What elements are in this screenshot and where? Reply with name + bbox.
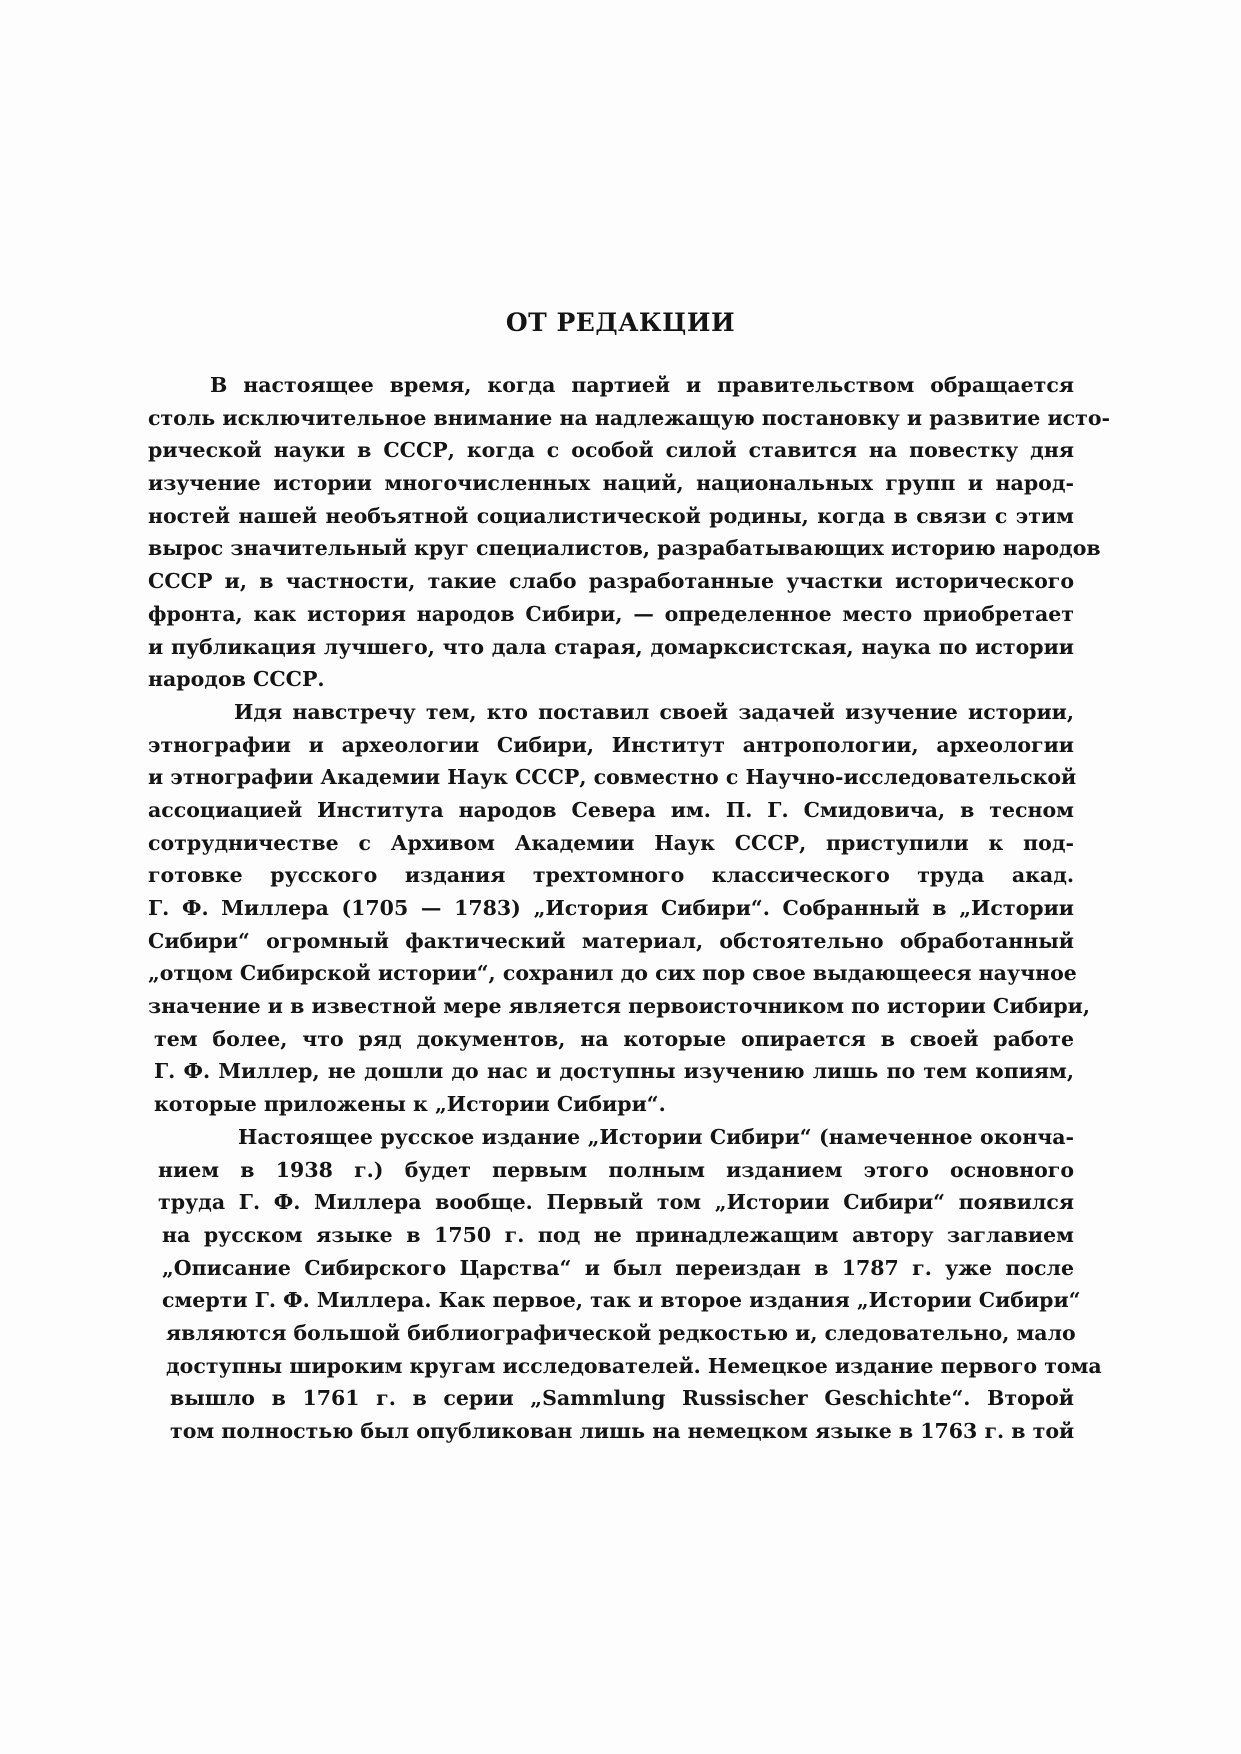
text-line: и публикация лучшего, что дала старая, домарксистская, наука по истории xyxy=(148,634,1074,659)
text-line: народов СССР. xyxy=(148,667,325,692)
text-line: на русском языке в 1750 г. под не принадлежащим автору заглавием xyxy=(162,1222,1074,1247)
text-line: сотрудничестве с Архивом Академии Наук СССР, приступили к под- xyxy=(148,830,1074,855)
text-line: смерти Г. Ф. Миллера. Как первое, так и второе издания „Истории Сибири“ xyxy=(162,1288,1081,1313)
text-line: ассоциацией Института народов Севера им. П. Г. Смидовича, в тесном xyxy=(148,797,1074,822)
text-line: Г. Ф. Миллер, не дошли до нас и доступны изучению лишь по тем копиям, xyxy=(154,1059,1074,1084)
text-line: вырос значительный круг специалистов, разрабатывающих историю народов xyxy=(148,536,1101,561)
text-line: готовке русского издания трехтомного классического труда акад. xyxy=(148,863,1074,888)
text-line: В настоящее время, когда партией и правительством обращается xyxy=(210,373,1074,397)
text-line: являются большой библиографической редкостью и, следовательно, мало xyxy=(166,1320,1076,1345)
text-line: значение и в известной мере является первоисточником по истории Сибири, xyxy=(148,994,1090,1019)
text-line: столь исключительное внимание на надлежащую постановку и развитие исто- xyxy=(148,405,1111,430)
text-line: СССР и, в частности, такие слабо разработанные участки исторического xyxy=(148,569,1074,594)
text-line: тем более, что ряд документов, на которые опирается в своей работе xyxy=(154,1026,1074,1051)
text-line: и этнографии Академии Наук СССР, совместно с Научно-исследовательской xyxy=(148,765,1077,790)
text-line: этнографии и археологии Сибири, Институт антропологии, археологии xyxy=(148,732,1074,757)
body-text xyxy=(148,369,1111,1448)
text-line: вышло в 1761 г. в серии „Sammlung Russischer Geschichte“. Второй xyxy=(170,1386,1074,1411)
text-line: Настоящее русское издание „Истории Сибири“ (намеченное оконча- xyxy=(238,1124,1074,1149)
text-line: которые приложены к „Истории Сибири“. xyxy=(154,1092,666,1117)
text-line: Идя навстречу тем, кто поставил своей задачей изучение истории, xyxy=(234,699,1074,724)
text-line: Сибири“ огромный фактический материал, обстоятельно обработанный xyxy=(148,928,1074,953)
text-line: изучение истории многочисленных наций, национальных групп и народ- xyxy=(148,471,1074,496)
text-line: фронта, как история народов Сибири, — определенное место приобретает xyxy=(148,601,1074,626)
text-line: нием в 1938 г.) будет первым полным изданием этого основного xyxy=(158,1157,1074,1182)
text-line: Г. Ф. Миллера (1705 — 1783) „История Сибири“. Собранный в „Истории xyxy=(148,896,1074,920)
text-line: „Описание Сибирского Царства“ и был переиздан в 1787 г. уже после xyxy=(162,1255,1074,1280)
text-line: рической науки в СССР, когда с особой силой ставится на повестку дня xyxy=(148,438,1074,463)
text-line: „отцом Сибирской истории“, сохранил до сих пор свое выдающееся научное xyxy=(148,961,1077,986)
text-line: труда Г. Ф. Миллера вообще. Первый том „Истории Сибири“ появился xyxy=(158,1190,1074,1215)
page-title: ОТ РЕДАКЦИИ xyxy=(505,308,736,337)
text-line: доступны широким кругам исследователей. Немецкое издание первого тома xyxy=(166,1353,1102,1378)
text-line: том полностью был опубликован лишь на немецком языке в 1763 г. в той xyxy=(170,1419,1075,1443)
text-line: ностей нашей необъятной социалистической родины, когда в связи с этим xyxy=(148,503,1074,528)
